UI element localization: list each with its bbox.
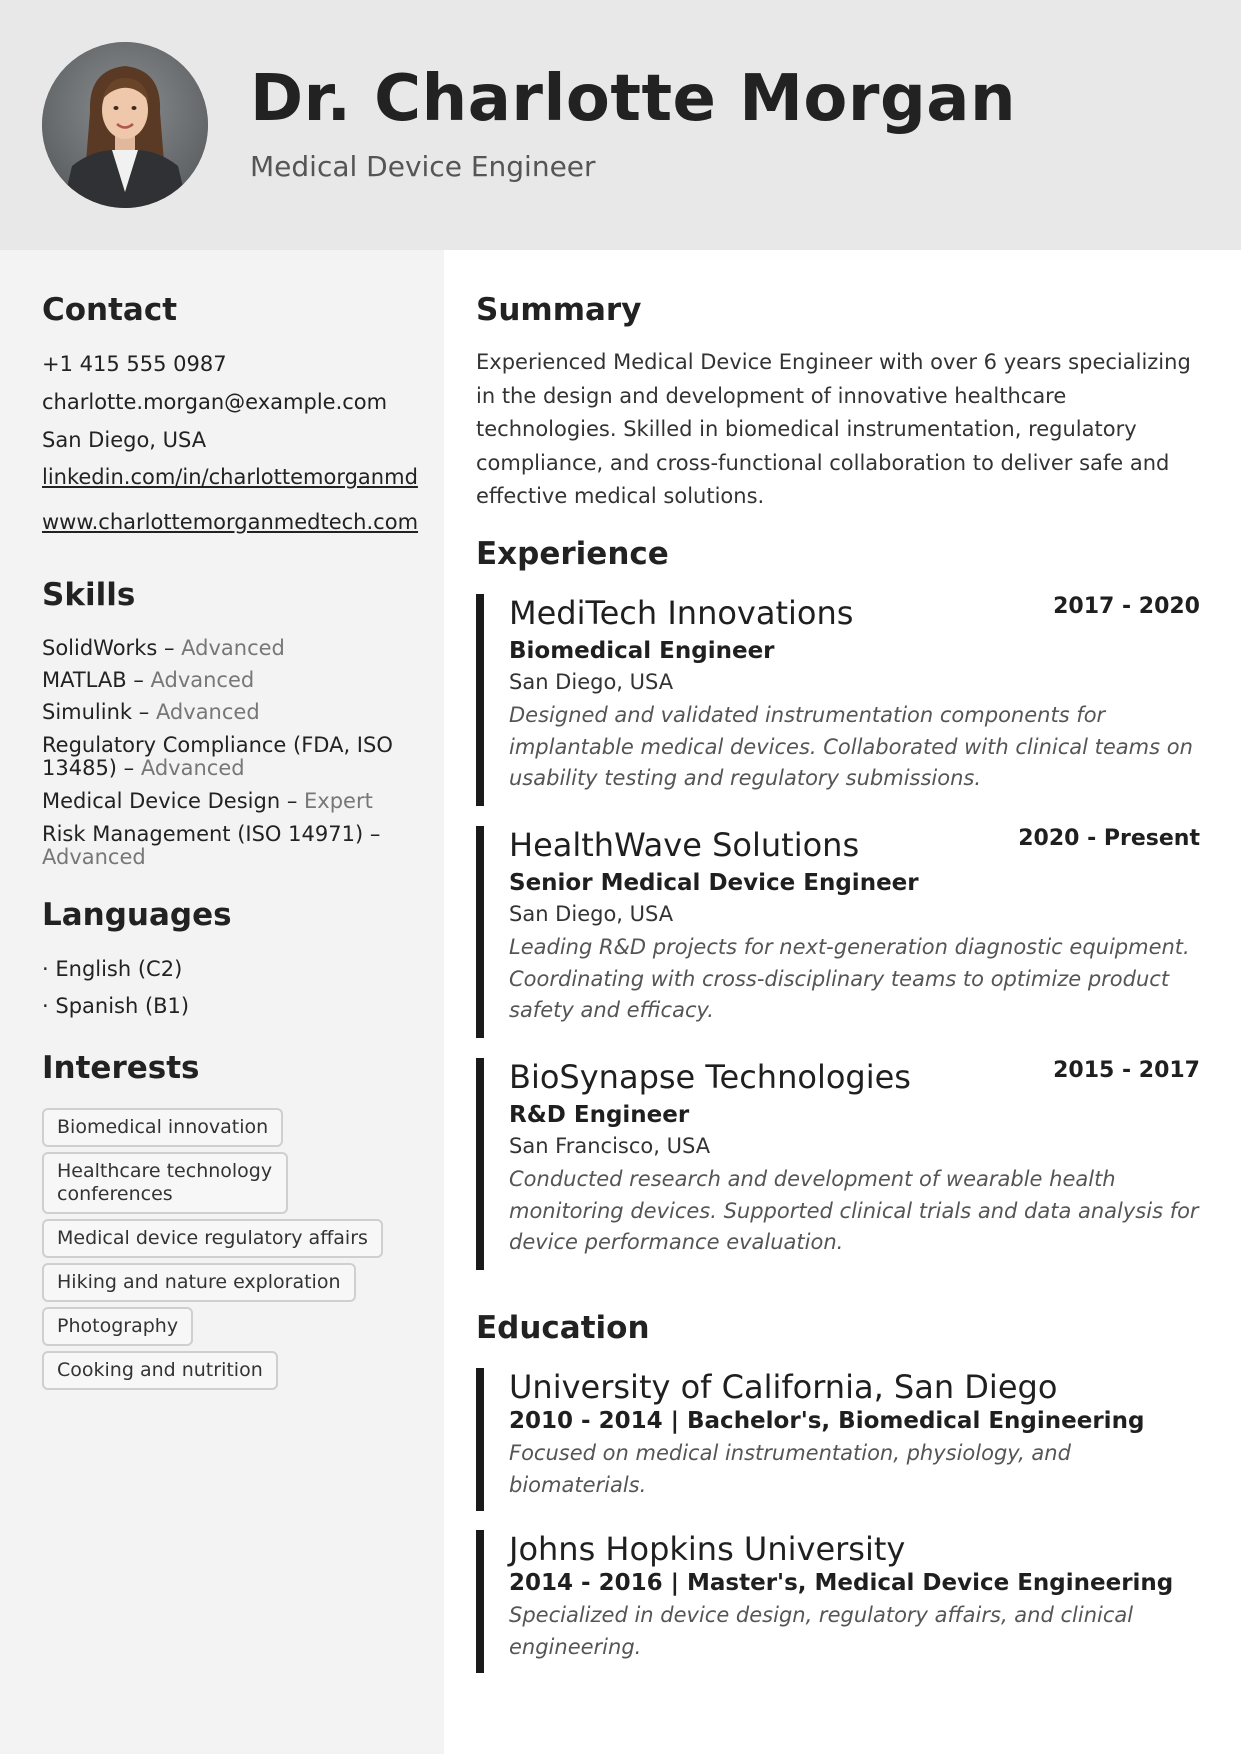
- skill-name: SolidWorks: [42, 636, 158, 660]
- job-dates: 2017 - 2020: [1053, 594, 1200, 619]
- interest-chip: Cooking and nutrition: [42, 1351, 278, 1390]
- skill-level: Advanced: [155, 700, 260, 724]
- job-role: Biomedical Engineer: [509, 638, 775, 664]
- education-description: Specialized in device design, regulatory affairs, and clinical engineering.: [509, 1603, 1134, 1659]
- sidebar: [0, 250, 444, 1754]
- education-heading: Education: [476, 1310, 650, 1346]
- profile-photo: [42, 42, 208, 208]
- interest-chip: Biomedical innovation: [42, 1108, 283, 1147]
- interest-chip: Healthcare technology conferences: [42, 1152, 288, 1214]
- company-name: MediTech Innovations: [509, 594, 854, 632]
- skill-name: MATLAB: [42, 668, 127, 692]
- experience-entry: [476, 826, 1200, 1038]
- job-location: San Francisco, USA: [509, 1134, 711, 1158]
- entry-accent-bar: [476, 1530, 484, 1673]
- company-name: HealthWave Solutions: [509, 826, 860, 864]
- interests-heading: Interests: [42, 1050, 200, 1086]
- language-item: · English (C2): [42, 957, 183, 981]
- education-description: Focused on medical instrumentation, physiology, and biomaterials.: [509, 1441, 1071, 1497]
- language-item: · Spanish (B1): [42, 994, 190, 1018]
- entry-accent-bar: [476, 826, 484, 1038]
- skill-name: Simulink: [42, 700, 133, 724]
- interest-chip: Photography: [42, 1307, 193, 1346]
- skill-item: Simulink – Advanced: [42, 700, 260, 724]
- skill-name: Regulatory Compliance (FDA, ISO 13485): [42, 733, 393, 780]
- contact-website-link[interactable]: www.charlottemorganmedtech.com: [42, 510, 419, 534]
- summary-text: Experienced Medical Device Engineer with over 6 years specializing in the design and development of innovative healthcare technologies. Skilled in biomedical instrumentation, regulatory compliance, and cross-functional collaboration to deliver safe and effective medical solutions.: [476, 350, 1191, 508]
- summary-heading: Summary: [476, 292, 642, 328]
- skill-name: Medical Device Design: [42, 789, 281, 813]
- job-location: San Diego, USA: [509, 902, 674, 926]
- skill-item: MATLAB – Advanced: [42, 668, 255, 692]
- entry-accent-bar: [476, 1058, 484, 1270]
- job-dates: 2020 - Present: [1018, 826, 1200, 851]
- experience-heading: Experience: [476, 536, 669, 572]
- job-dates: 2015 - 2017: [1053, 1058, 1200, 1083]
- entry-accent-bar: [476, 594, 484, 806]
- company-name: BioSynapse Technologies: [509, 1058, 911, 1096]
- experience-entry: [476, 594, 1200, 806]
- degree-line: 2010 - 2014 | Bachelor's, Biomedical Engineering: [509, 1408, 1145, 1434]
- contact-linkedin-link[interactable]: linkedin.com/in/charlottemorganmd: [42, 465, 418, 489]
- skill-level: Advanced: [140, 756, 245, 780]
- skill-level: Advanced: [181, 636, 285, 660]
- resume-header: [0, 0, 1241, 250]
- job-description: Conducted research and development of wearable health monitoring devices. Supported clinical trials and data analysis for device performance evaluation.: [509, 1167, 1199, 1254]
- degree-line: 2014 - 2016 | Master's, Medical Device Engineering: [509, 1570, 1174, 1596]
- skill-name: Risk Management (ISO 14971): [42, 822, 364, 846]
- contact-phone: +1 415 555 0987: [42, 352, 227, 376]
- interest-chip: Hiking and nature exploration: [42, 1263, 356, 1302]
- skill-level: Expert: [304, 789, 373, 813]
- skills-heading: Skills: [42, 577, 136, 613]
- job-description: Designed and validated instrumentation components for implantable medical devices. Collaborated with clinical teams on usability testing and regulatory submissions.: [509, 703, 1193, 790]
- skill-level: Advanced: [42, 845, 146, 869]
- school-name: Johns Hopkins University: [509, 1530, 906, 1568]
- interest-chip: Medical device regulatory affairs: [42, 1219, 383, 1258]
- skill-item: Risk Management (ISO 14971) – Advanced: [42, 822, 381, 869]
- experience-entry: [476, 1058, 1200, 1270]
- job-location: San Diego, USA: [509, 670, 674, 694]
- candidate-title: Medical Device Engineer: [250, 150, 596, 183]
- education-entry: [476, 1368, 1200, 1511]
- language-name: English (C2): [55, 957, 183, 981]
- entry-accent-bar: [476, 1368, 484, 1511]
- skill-item: Medical Device Design – Expert: [42, 789, 373, 813]
- skill-item: SolidWorks – Advanced: [42, 636, 285, 660]
- education-entry: [476, 1530, 1200, 1673]
- skill-level: Advanced: [150, 668, 255, 692]
- job-role: R&D Engineer: [509, 1102, 690, 1128]
- contact-heading: Contact: [42, 292, 178, 328]
- job-description: Leading R&D projects for next-generation diagnostic equipment. Coordinating with cross-disciplinary teams to optimize product safety and efficacy.: [509, 935, 1190, 1022]
- contact-email[interactable]: charlotte.morgan@example.com: [42, 390, 388, 414]
- language-name: Spanish (B1): [55, 994, 190, 1018]
- candidate-name: Dr. Charlotte Morgan: [250, 62, 1016, 136]
- languages-heading: Languages: [42, 897, 232, 933]
- profile-photo-illustration: [42, 42, 208, 208]
- skill-item: Regulatory Compliance (FDA, ISO 13485) – Advanced: [42, 733, 393, 780]
- job-role: Senior Medical Device Engineer: [509, 870, 919, 896]
- contact-location: San Diego, USA: [42, 428, 207, 452]
- school-name: University of California, San Diego: [509, 1368, 1058, 1406]
